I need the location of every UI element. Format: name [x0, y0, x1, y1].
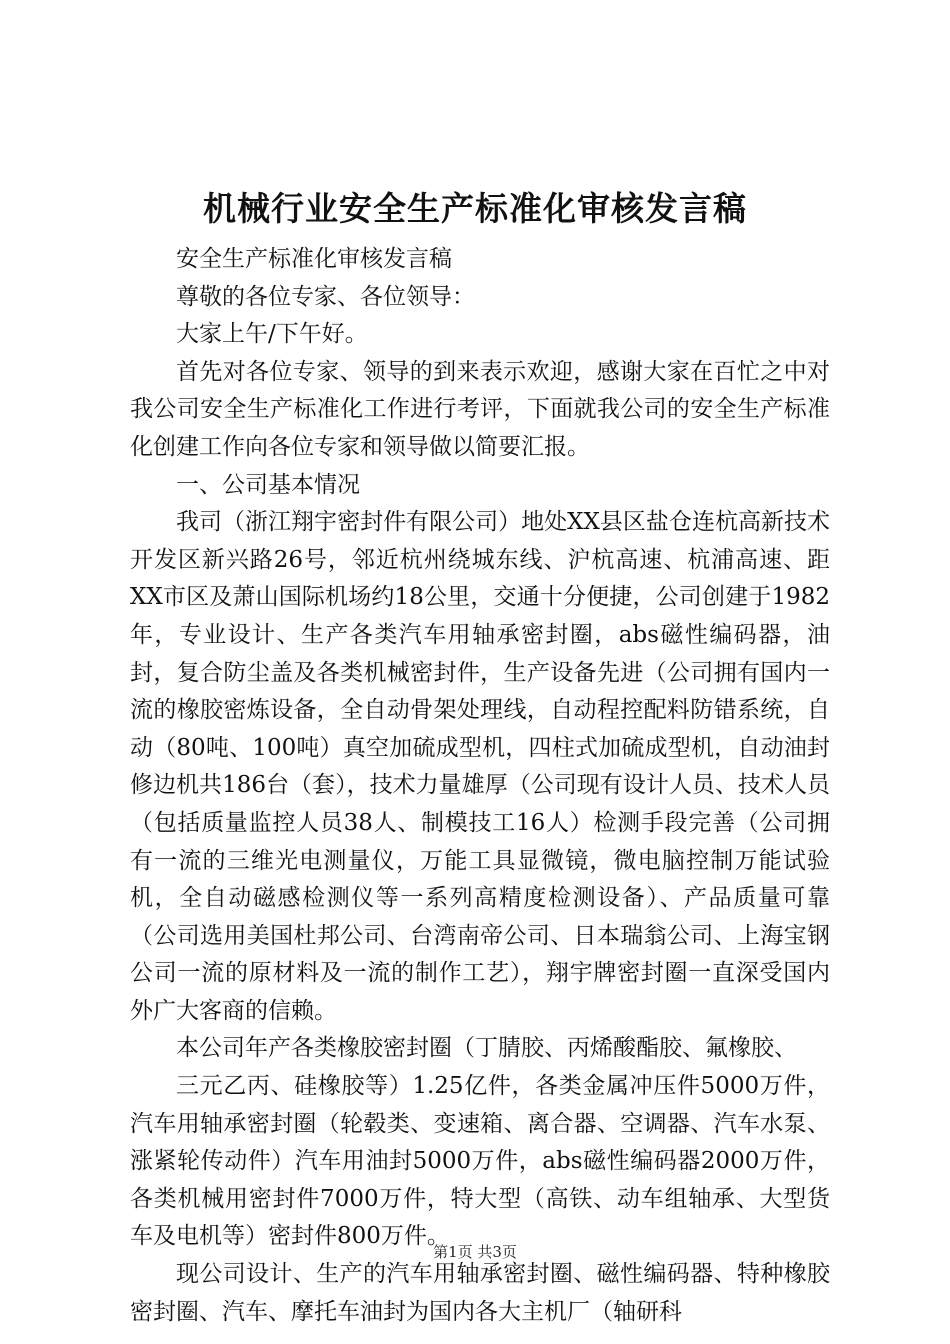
- paragraph-greeting: 大家上午/下午好。: [176, 321, 368, 348]
- paragraph-company-overview: 我司（浙江翔宇密封件有限公司）地处XX县区盐仓连杭高新技术开发区新兴路26号，邻近杭州绕城东线、沪杭高速、杭浦高速、距XX市区及萧山国际机场约18公里，交通十分便捷，公司创建于1982年，专业设计、生产各类汽车用轴承密封圈，abs磁性编码器，油封，复合防尘盖及各类机械密封件，生产设备先进（公司拥有国内一流的橡胶密炼设备，全自动骨架处理线，自动程控配料防错系统，自动（80吨、100吨）真空加硫成型机，四柱式加硫成型机，自动油封修边机共186台（套），技术力量雄厚（公司现有设计人员、技术人员（包括质量监控人员38人、制模技工16人）检测手段完善（公司拥有一流的三维光电测量仪，万能工具显微镜，微电脑控制万能试验机，全自动磁感检测仪等一系列高精度检测设备）、产品质量可靠（公司选用美国杜邦公司、台湾南帝公司、日本瑞翁公司、上海宝钢公司一流的原材料及一流的制作工艺），翔宇牌密封圈一直深受国内外广大客商的信赖。: [130, 509, 830, 1024]
- section-heading: 一、公司基本情况: [176, 471, 360, 498]
- paragraph-annual-output: 三元乙丙、硅橡胶等）1.25亿件，各类金属冲压件5000万件，汽车用轴承密封圈（轮毂类、变速箱、离合器、空调器、汽车水泵、涨紧轮传动件）汽车用油封5000万件，abs磁性编码器2000万件，各类机械用密封件7000万件，特大型（高铁、动车组轴承、大型货车及电机等）密封件800万件。: [130, 1073, 830, 1250]
- page-footer: 第1页 共3页: [433, 1243, 517, 1261]
- paragraph-customers: 现公司设计、生产的汽车用轴承密封圈、磁性编码器、特种橡胶密封圈、汽车、摩托车油封为国内各大主机厂（轴研科: [130, 1261, 830, 1325]
- paragraph-subtitle: 安全生产标准化审核发言稿: [176, 246, 452, 272]
- paragraph-salutation: 尊敬的各位专家、各位领导：: [176, 283, 475, 310]
- document-body: [130, 241, 830, 1331]
- paragraph-intro: 首先对各位专家、领导的到来表示欢迎，感谢大家在百忙之中对我公司安全生产标准化工作进行考评，下面就我公司的安全生产标准化创建工作向各位专家和领导做以简要汇报。: [130, 358, 830, 460]
- document-title: 机械行业安全生产标准化审核发言稿: [203, 189, 747, 228]
- paragraph-annual-output-start: 本公司年产各类橡胶密封圈（丁腈胶、丙烯酸酯胶、氟橡胶、: [176, 1035, 797, 1062]
